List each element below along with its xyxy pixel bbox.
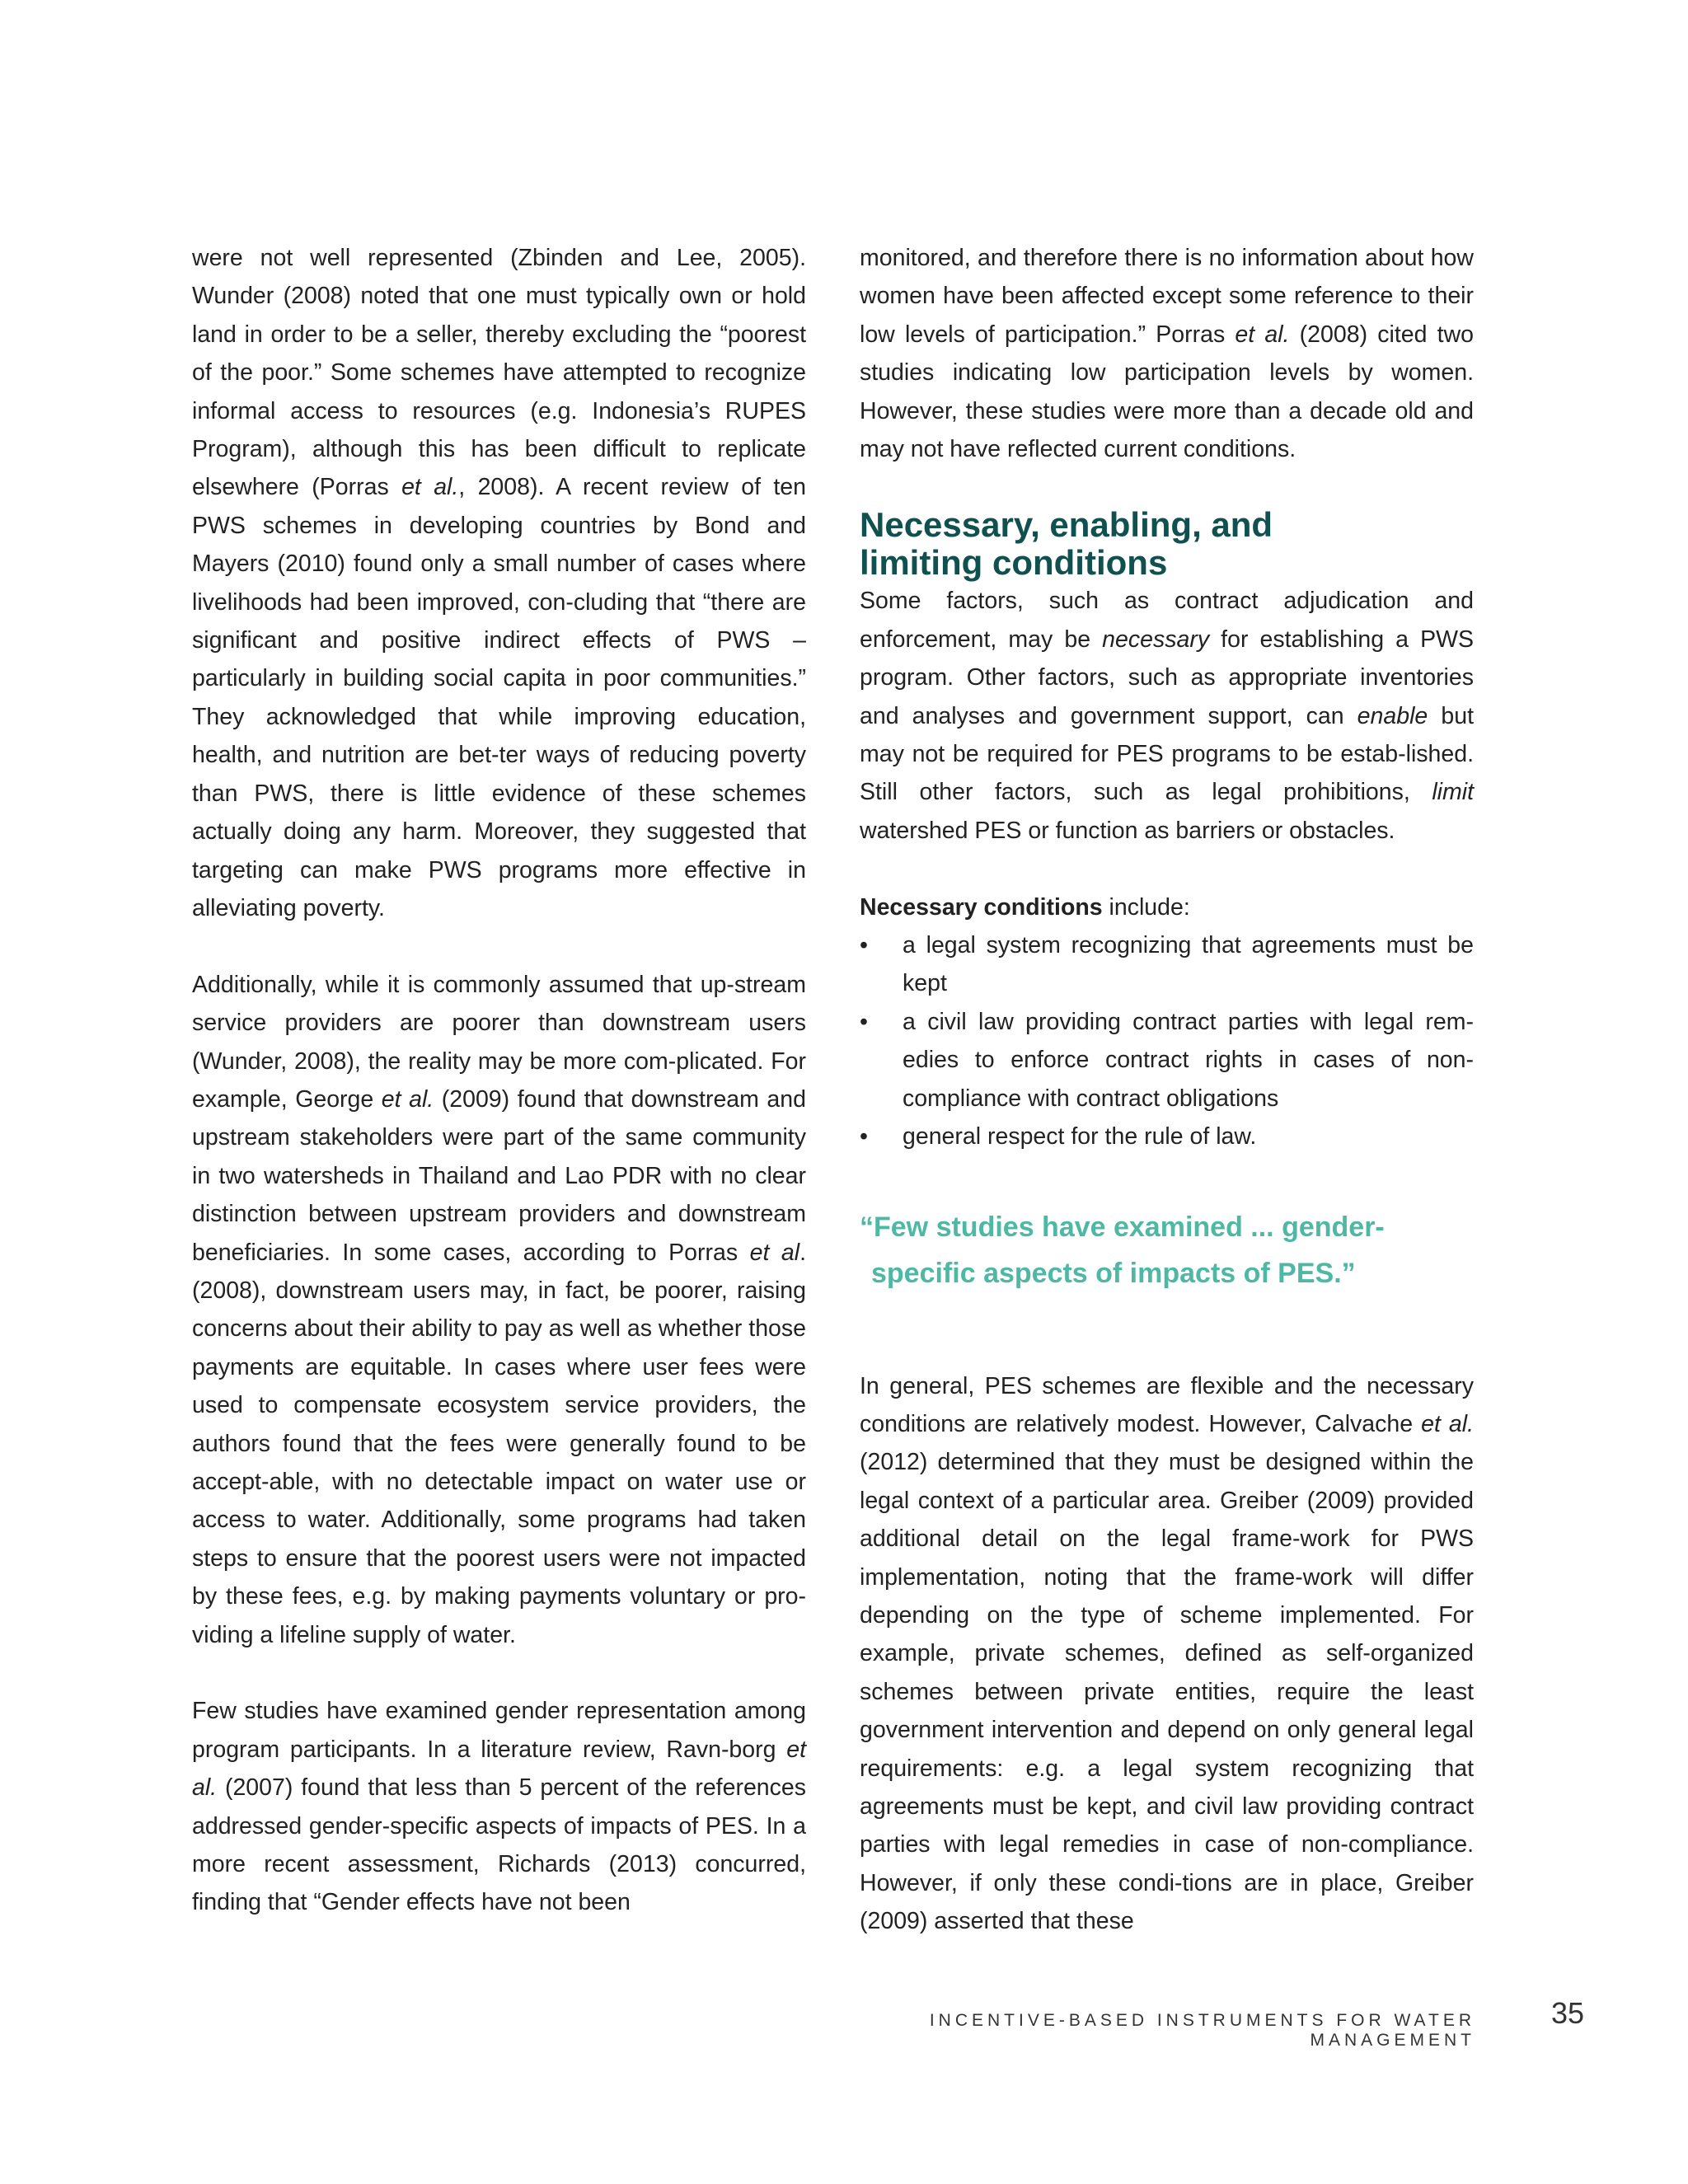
list-item <box>860 1003 1474 1118</box>
italic-run: et al. <box>381 1085 434 1113</box>
bullet-icon: • <box>860 932 868 959</box>
text-run: Few studies have examined gender representation among program participants. In a literature review, Ravn-borg <box>192 1698 806 1763</box>
list-item <box>860 1118 1474 1155</box>
text-run: (2007) found that less than 5 percent of the references addressed gender-specific aspects of impacts of PES. In a more recent assessment, Richards (2013) concurred, finding that “Gender effects have not been <box>192 1774 806 1916</box>
italic-run: necessary <box>1102 626 1210 653</box>
text-run: but may not be required for PES programs to be estab-lished. Still other factors, such as legal prohibitions, <box>860 702 1474 806</box>
necessary-conditions-list <box>860 926 1474 1155</box>
italic-run: et al. <box>1235 321 1290 348</box>
paragraph-left-2 <box>192 966 806 1654</box>
italic-run: et al. <box>192 1736 806 1802</box>
section-heading <box>860 506 1474 582</box>
text-run: (2008) cited two studies indicating low participation levels by women. However, these studies were more than a decade old and may not have reflected current conditions. <box>860 321 1475 463</box>
paragraph-left-3 <box>192 1692 806 1921</box>
text-run: (2009) found that downstream and upstream stakeholders were part of the same community in two watersheds in Thailand and Lao PDR with no clear distinction between upstream providers and downstream beneficiaries. In some cases, according to Porras <box>192 1085 806 1266</box>
list-item-text: general respect for the rule of law. <box>903 1123 1257 1151</box>
paragraph-right-2 <box>860 582 1474 850</box>
italic-run: enable <box>1357 702 1428 729</box>
pull-quote-line-1: “Few studies have examined ... gender- <box>860 1211 1385 1243</box>
necessary-conditions-label: Necessary conditions <box>860 893 1103 921</box>
text-run: (2012) determined that they must be designed within the legal context of a particular area. Greiber (2009) provided additional detail on the legal frame-work for PWS implementation, noting that the frame-work will differ depending on the type of scheme implemented. For example, private schemes, defined as self-organized schemes between private entities, require the least government intervention and depend on only general legal requirements: e.g. a legal system recognizing that agreements must be kept, and civil law providing contract parties with legal remedies in case of non-compliance. However, if only these condi-tions are in place, Greiber (2009) asserted that these <box>860 1449 1474 1935</box>
right-column <box>860 239 1474 1941</box>
paragraph-right-1 <box>860 239 1474 468</box>
text-run: include: <box>1102 893 1190 921</box>
bullet-icon: • <box>860 1123 868 1151</box>
text-run: , 2008). A recent review of ten PWS schemes in developing countries by Bond and Mayers (2010) found only a small number of cases where livelihoods had been improved, con-cluding that “there are significant and positive indirect effects of PWS – particularly in building social capita in poor communities.” They acknowledged that while improving education, health, and nutrition are bet-ter ways of reducing poverty than PWS, there is little evidence of these schemes actually doing any harm. Moreover, they suggested that targeting can make PWS programs more effective in alleviating poverty. <box>192 474 806 921</box>
pull-quote <box>860 1204 1474 1296</box>
heading-line-1: Necessary, enabling, and <box>860 505 1273 545</box>
text-run: for establishing a PWS program. Other factors, such as appropriate inventories and analyses and government support, can <box>860 626 1474 729</box>
text-run: Additionally, while it is commonly assumed that up-stream service providers are poorer than downstream users (Wunder, 2008), the reality may be more com-plicated. For example, George <box>192 971 806 1113</box>
text-run: Some factors, such as contract adjudication and enforcement, may be <box>860 588 1474 653</box>
pull-quote-line-2: specific aspects of impacts of PES.” <box>871 1257 1356 1289</box>
text-run: monitored, and therefore there is no information about how women have been affected except some reference to their low levels of participation.” Porras <box>860 245 1474 348</box>
italic-run: et al. <box>401 474 459 501</box>
italic-run: et al. <box>1421 1410 1474 1437</box>
bullet-icon: • <box>860 1008 868 1035</box>
page-number: 35 <box>1551 1996 1585 2030</box>
running-footer-title: INCENTIVE-BASED INSTRUMENTS FOR WATER MANAGEMENT <box>929 2011 1475 2050</box>
list-item <box>860 926 1474 1003</box>
italic-run: limit <box>1432 779 1474 806</box>
list-item-text: a legal system recognizing that agreements must be kept <box>903 932 1474 997</box>
left-column <box>192 239 806 1922</box>
text-run: . (2008), downstream users may, in fact, be poorer, raising concerns about their ability to pay as well as whether those payments are equitable. In cases where user fees were used to compensate ecosystem service providers, the authors found that the fees were generally found to be accept-able, with no detectable impact on water use or access to water. Additionally, some programs had taken steps to ensure that the poorest users were not impacted by these fees, e.g. by making payments voluntary or pro-viding a lifeline supply of water. <box>192 1239 806 1648</box>
paragraph-left-1 <box>192 239 806 927</box>
heading-line-2: limiting conditions <box>860 543 1168 583</box>
italic-run: et al <box>749 1239 800 1266</box>
paragraph-right-3 <box>860 1367 1474 1941</box>
list-item-text: a civil law providing contract parties with legal rem-edies to enforce contract rights in cases of non-compliance with contract obligations <box>903 1008 1474 1112</box>
text-run: watershed PES or function as barriers or obstacles. <box>860 817 1395 844</box>
necessary-conditions-intro <box>860 888 1474 926</box>
text-run: were not well represented (Zbinden and Lee, 2005). Wunder (2008) noted that one must typically own or hold land in order to be a seller, thereby excluding the “poorest of the poor.” Some schemes have attempted to recognize informal access to resources (e.g. Indonesia’s RUPES Program), although this has been difficult to replicate elsewhere (Porras <box>192 245 806 501</box>
text-run: In general, PES schemes are flexible and the necessary conditions are relatively modest. However, Calvache <box>860 1372 1474 1437</box>
